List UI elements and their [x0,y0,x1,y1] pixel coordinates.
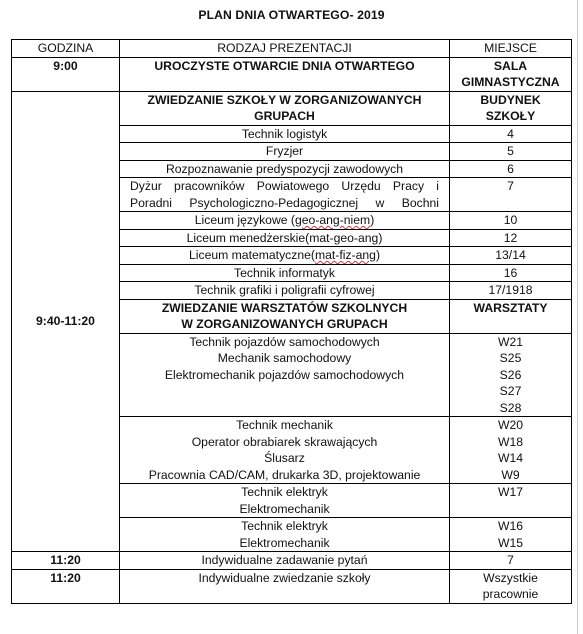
room-number: S28 [499,400,522,415]
workshop-group-names [120,417,450,484]
room-number: W9 [501,467,520,482]
workshop-group-rooms [450,484,572,518]
workshop-name: Ślusarz [264,451,305,465]
header-type: RODZAJ PREZENTACJI [120,40,450,58]
self-tour-time: 11:20 [12,569,120,603]
opening-place-line2: GIMNASTYCZNA [461,75,560,89]
room-number: S25 [499,351,522,365]
spellcheck-marked-text: geo-ang-niem [294,213,371,227]
page-title: PLAN DNIA OTWARTEGO- 2019 [198,8,385,22]
self-tour-title: Indywidualne zwiedzanie szkoły [120,569,450,603]
questions-place: 7 [450,552,572,570]
room-number: 16 [450,264,572,282]
opening-place [450,57,572,91]
presentation-name: Fryzjer [120,143,450,161]
workshop-name: Mechanik samochodowy [217,351,352,365]
workshop-group-rooms [450,333,572,417]
presentation-name-line1: Dyżur pracowników Powiatowego Urzędu Pracy i [130,179,439,193]
room-number: 10 [450,212,572,230]
workshop-group-names [120,484,450,518]
room-number: W20 [497,418,524,432]
spellcheck-marked-text: mat-fiz-ang [314,248,376,262]
header-time: GODZINA [12,40,120,58]
tour-title-line1: ZWIEDZANIE SZKOŁY W ZORGANIZOWANYCH [147,92,422,107]
page-edge-divider [577,0,578,634]
workshop-group-names [120,518,450,552]
workshop-name: Operator obrabiarek skrawających [191,434,378,449]
tour-place: BUDYNEK SZKOŁY [450,91,572,125]
workshop-group-names [120,333,450,417]
room-number: S27 [499,384,522,398]
room-number: W18 [497,434,524,449]
presentation-name [120,247,450,265]
self-tour-place [450,569,572,603]
room-number: 6 [450,160,572,178]
questions-row [12,552,572,570]
room-number: W16 [497,519,524,533]
questions-time: 11:20 [12,552,120,570]
presentation-name: Liceum menedżerskie(mat-geo-ang) [120,229,450,247]
questions-title: Indywidualne zadawanie pytań [120,552,450,570]
room-number: W15 [497,535,524,550]
workshop-name: Technik elektryk [241,519,328,533]
workshop-name: Technik pojazdów samochodowych [189,334,380,349]
tour-title-line2: GRUPACH [254,109,315,123]
schedule-table [11,39,572,604]
opening-row [12,57,572,91]
presentation-name: Technik informatyk [120,264,450,282]
self-tour-place-line2: pracownie [482,587,539,601]
presentation-name-line2: Poradni Psychologiczno-Pedagogicznej w Bochni [130,195,439,210]
presentation-name: Rozpoznawanie predyspozycji zawodowych [120,160,450,178]
workshops-title-line2: W ZORGANIZOWANYCH GRUPACH [181,317,388,331]
workshop-name: Technik mechanik [236,418,333,432]
room-number: 17/1918 [450,282,572,300]
name-part: Liceum matematyczne( [188,248,315,262]
presentation-name: Technik grafiki i poligrafii cyfrowej [120,282,450,300]
room-number: S26 [499,367,522,382]
workshop-group-rooms [450,518,572,552]
name-part: Liceum językowe ( [194,213,295,227]
presentation-name [120,212,450,230]
workshop-name: Elektromechanik [239,501,330,516]
opening-time: 9:00 [12,57,120,91]
workshop-name: Elektromechanik pojazdów samochodowych [164,367,405,382]
workshop-name: Pracownia CAD/CAM, drukarka 3D, projektowanie [148,467,421,482]
self-tour-place-line1: Wszystkie [483,570,538,585]
room-number: W21 [497,334,524,349]
room-number: 13/14 [450,247,572,265]
presentation-name: Technik logistyk [120,125,450,143]
presentation-name [120,178,450,212]
opening-place-line1: SALA [493,58,528,73]
workshop-name: Elektromechanik [239,535,330,550]
room-number: 12 [450,229,572,247]
room-number: 7 [450,178,572,212]
workshop-group-rooms [450,417,572,484]
workshop-name: Technik elektryk [241,485,328,499]
self-tour-row [12,569,572,603]
name-part: ) [370,213,375,227]
workshops-title-line1: ZWIEDZANIE WARSZTATÓW SZKOLNYCH [161,300,408,315]
tour-title [120,91,450,125]
name-part: ) [375,248,380,262]
tour-time: 9:40-11:20 [12,91,120,552]
header-place: MIEJSCE [450,40,572,58]
table-header-row [12,40,572,58]
opening-title: UROCZYSTE OTWARCIE DNIA OTWARTEGO [120,57,450,91]
workshops-place: WARSZTATY [450,299,572,333]
room-number: 5 [450,143,572,161]
room-number: W17 [497,485,524,499]
workshops-title [120,299,450,333]
tour-header-row [12,91,572,125]
room-number: 4 [450,125,572,143]
room-number: W14 [497,451,524,465]
